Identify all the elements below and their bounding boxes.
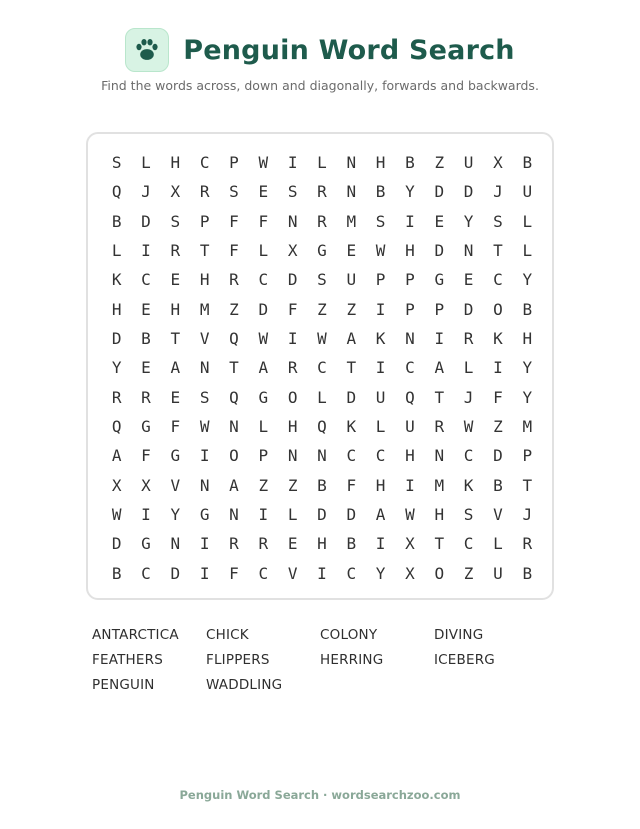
grid-cell[interactable]: P [405,270,415,290]
grid-cell[interactable]: D [111,534,122,554]
grid-cell[interactable]: W [405,505,415,525]
word-list-item: PENGUIN [92,677,155,693]
grid-cell[interactable]: Z [434,153,445,173]
grid-cell[interactable]: V [287,563,298,583]
grid-cell[interactable]: L [258,241,269,261]
grid-cell[interactable]: Y [522,358,533,378]
word-list-item: FEATHERS [92,652,163,668]
grid-cell[interactable]: D [170,563,181,583]
grid-cell[interactable]: Q [317,417,327,437]
grid-cell[interactable]: I [493,358,503,378]
grid-cell[interactable]: M [199,299,210,319]
grid-cell[interactable]: I [317,563,327,583]
grid-cell[interactable]: Z [346,299,357,319]
grid-cell[interactable]: M [346,211,357,231]
grid-cell[interactable]: Q [111,417,122,437]
grid-cell[interactable]: L [141,153,151,173]
grid-cell[interactable]: W [317,329,327,349]
grid-cell[interactable]: B [522,563,533,583]
word-list-item: DIVING [434,627,484,643]
grid-cell[interactable]: P [375,270,386,290]
grid-cell[interactable]: C [258,270,269,290]
grid-cell[interactable]: L [258,417,269,437]
grid-cell[interactable]: W [258,153,269,173]
grid-cell[interactable]: D [317,505,327,525]
word-list-item: HERRING [320,652,384,668]
grid-cell[interactable]: I [141,241,151,261]
grid-cell[interactable]: P [522,446,533,466]
grid-cell[interactable]: B [522,153,533,173]
grid-cell[interactable]: X [405,563,415,583]
grid-cell[interactable]: F [141,446,151,466]
grid-cell[interactable]: U [375,387,386,407]
grid-cell[interactable]: H [170,299,181,319]
grid-cell[interactable]: I [287,153,298,173]
grid-cell[interactable]: E [287,534,298,554]
grid-cell[interactable]: W [463,417,474,437]
grid-cell[interactable]: J [141,182,151,202]
grid-cell[interactable]: X [170,182,181,202]
grid-cell[interactable]: V [199,329,210,349]
grid-cell[interactable]: H [375,153,386,173]
grid-cell[interactable]: F [258,211,269,231]
grid-cell[interactable]: Y [170,505,181,525]
grid-cell[interactable]: J [493,182,503,202]
grid-cell[interactable]: N [405,329,415,349]
grid-cell[interactable]: G [141,534,151,554]
grid-cell[interactable]: P [199,211,210,231]
grid-cell[interactable]: Y [375,563,386,583]
grid-cell[interactable]: C [346,563,357,583]
grid-cell[interactable]: X [141,475,151,495]
grid-cell[interactable]: R [199,182,210,202]
grid-cell[interactable]: I [141,505,151,525]
grid-cell[interactable]: L [111,241,122,261]
grid-cell[interactable]: H [405,241,415,261]
grid-cell[interactable]: N [170,534,181,554]
grid-cell[interactable]: B [375,182,386,202]
grid-cell[interactable]: Z [463,563,474,583]
grid-cell[interactable]: P [229,153,239,173]
grid-cell[interactable]: I [434,329,445,349]
grid-cell[interactable]: Y [405,182,415,202]
grid-cell[interactable]: F [229,211,239,231]
grid-cell[interactable]: U [346,270,357,290]
grid-cell[interactable]: I [375,358,386,378]
grid-cell[interactable]: R [229,534,239,554]
grid-cell[interactable]: R [258,534,269,554]
grid-cell[interactable]: T [170,329,181,349]
grid-cell[interactable]: P [405,299,415,319]
grid-cell[interactable]: I [405,475,415,495]
word-list-item: COLONY [320,627,378,643]
grid-cell[interactable]: S [170,211,181,231]
grid-cell[interactable]: X [405,534,415,554]
grid-cell[interactable]: H [170,153,181,173]
grid-cell[interactable]: K [346,417,357,437]
grid-cell[interactable]: R [463,329,474,349]
instructions: Find the words across, down and diagonally, forwards and backwards. [101,78,539,93]
grid-cell[interactable]: T [346,358,357,378]
grid-cell[interactable]: L [463,358,474,378]
grid-cell[interactable]: W [199,417,210,437]
grid-cell[interactable]: L [317,153,327,173]
grid-cell[interactable]: C [405,358,415,378]
grid-cell[interactable]: U [463,153,474,173]
grid-cell[interactable]: Y [522,387,533,407]
grid-cell[interactable]: B [111,563,122,583]
grid-cell[interactable]: C [493,270,503,290]
grid-cell[interactable]: I [287,329,298,349]
grid-cell[interactable]: A [346,329,357,349]
grid-cell[interactable]: E [463,270,474,290]
grid-cell[interactable]: F [229,241,239,261]
grid-cell[interactable]: B [317,475,327,495]
grid-cell[interactable]: S [229,182,239,202]
grid-cell[interactable]: U [493,563,503,583]
grid-cell[interactable]: L [522,211,533,231]
grid-cell[interactable]: D [287,270,298,290]
grid-cell[interactable]: I [199,534,210,554]
grid-cell[interactable]: C [463,446,474,466]
word-list-item: ANTARCTICA [92,627,179,643]
grid-cell[interactable]: A [111,446,122,466]
grid-cell[interactable]: A [258,358,269,378]
grid-cell[interactable]: E [346,241,357,261]
grid-cell[interactable]: P [434,299,445,319]
grid-cell[interactable]: Q [405,387,415,407]
grid-cell[interactable]: K [463,475,474,495]
grid-cell[interactable]: C [463,534,474,554]
grid-cell[interactable]: N [229,505,239,525]
grid-cell[interactable]: B [493,475,503,495]
grid-cell[interactable]: D [493,446,503,466]
word-list [92,626,552,694]
grid-cell[interactable]: S [375,211,386,231]
grid-cell[interactable]: R [287,358,298,378]
grid-cell[interactable]: X [287,241,298,261]
grid-cell[interactable]: R [170,241,181,261]
grid-cell[interactable]: A [434,358,445,378]
grid-cell[interactable]: C [375,446,386,466]
grid-cell[interactable]: O [229,446,239,466]
page-title: Penguin Word Search [183,34,515,66]
grid-cell[interactable]: E [258,182,269,202]
grid-cell[interactable]: G [317,241,327,261]
grid-cell[interactable]: D [346,505,357,525]
word-list-item: WADDLING [206,677,283,693]
grid-cell[interactable]: H [111,299,122,319]
grid-cell[interactable]: I [375,299,386,319]
grid-cell[interactable]: Y [522,270,533,290]
grid-cell[interactable]: C [317,358,327,378]
grid-cell[interactable]: N [346,153,357,173]
grid-cell[interactable]: G [434,270,445,290]
grid-cell[interactable]: R [229,270,239,290]
grid-cell[interactable]: S [317,270,327,290]
grid-cell[interactable]: T [229,358,239,378]
grid-cell[interactable]: B [111,211,122,231]
grid-cell[interactable]: E [141,358,151,378]
grid-cell[interactable]: E [170,387,181,407]
grid-cell[interactable]: Z [258,475,269,495]
grid-cell[interactable]: G [199,505,210,525]
word-list-item: CHICK [206,627,249,643]
grid-cell[interactable]: R [111,387,122,407]
grid-cell[interactable]: T [199,241,210,261]
grid-cell[interactable]: N [199,358,210,378]
grid-cell[interactable]: N [346,182,357,202]
grid-cell[interactable]: S [199,387,210,407]
grid-cell[interactable]: A [170,358,181,378]
grid-cell[interactable]: H [317,534,327,554]
grid-cell[interactable]: W [111,505,122,525]
grid-cell[interactable]: D [258,299,269,319]
grid-cell[interactable]: K [493,329,503,349]
grid-cell[interactable]: J [522,505,533,525]
grid-cell[interactable]: F [493,387,503,407]
grid-cell[interactable]: L [287,505,298,525]
letter-grid [102,148,542,588]
grid-cell[interactable]: W [375,241,386,261]
grid-cell[interactable]: I [199,446,210,466]
grid-cell[interactable]: V [493,505,503,525]
grid-cell[interactable]: Q [111,182,122,202]
grid-cell[interactable]: X [111,475,122,495]
grid-cell[interactable]: X [493,153,503,173]
grid-cell[interactable]: N [434,446,445,466]
grid-cell[interactable]: T [522,475,533,495]
grid-cell[interactable]: I [375,534,386,554]
grid-cell[interactable]: M [434,475,445,495]
grid-cell[interactable]: R [141,387,151,407]
grid-cell[interactable]: G [170,446,181,466]
grid-cell[interactable]: D [434,182,445,202]
grid-cell[interactable]: V [170,475,181,495]
grid-cell[interactable]: B [141,329,151,349]
grid-cell[interactable]: I [199,563,210,583]
grid-cell[interactable]: Q [229,387,239,407]
grid-cell[interactable]: R [434,417,445,437]
grid-cell[interactable]: F [229,563,239,583]
grid-cell[interactable]: C [141,563,151,583]
grid-cell[interactable]: I [258,505,269,525]
grid-cell[interactable]: D [346,387,357,407]
grid-cell[interactable]: A [229,475,239,495]
grid-cell[interactable]: R [317,211,327,231]
grid-cell[interactable]: N [463,241,474,261]
footer: Penguin Word Search · wordsearchzoo.com [179,788,461,802]
grid-cell[interactable]: H [405,446,415,466]
grid-cell[interactable]: Q [229,329,239,349]
grid-cell[interactable]: B [522,299,533,319]
grid-cell[interactable]: H [375,475,386,495]
grid-cell[interactable]: C [258,563,269,583]
grid-cell[interactable]: D [463,299,474,319]
grid-cell[interactable]: A [375,505,386,525]
grid-cell[interactable]: C [346,446,357,466]
grid-cell[interactable]: N [229,417,239,437]
grid-cell[interactable]: U [405,417,415,437]
grid-cell[interactable]: L [375,417,386,437]
grid-cell[interactable]: D [111,329,122,349]
grid-cell[interactable]: G [258,387,269,407]
grid-cell[interactable]: H [199,270,210,290]
grid-cell[interactable]: D [434,241,445,261]
grid-cell[interactable]: S [463,505,474,525]
grid-cell[interactable]: C [199,153,210,173]
grid-cell[interactable]: Z [317,299,327,319]
header [0,28,640,72]
grid-cell[interactable]: E [141,299,151,319]
grid-cell[interactable]: F [287,299,298,319]
grid-cell[interactable]: N [287,211,298,231]
grid-cell[interactable]: B [405,153,415,173]
grid-cell[interactable]: M [522,417,533,437]
grid-cell[interactable]: H [434,505,445,525]
grid-cell[interactable]: T [434,387,445,407]
grid-cell[interactable]: U [522,182,533,202]
grid-cell[interactable]: K [375,329,386,349]
grid-cell[interactable]: I [405,211,415,231]
grid-cell[interactable]: T [493,241,503,261]
grid-cell[interactable]: R [522,534,533,554]
grid-cell[interactable]: S [493,211,503,231]
grid-cell[interactable]: Z [493,417,503,437]
grid-cell[interactable]: T [434,534,445,554]
grid-cell[interactable]: Y [111,358,122,378]
grid-cell[interactable]: S [287,182,298,202]
paw-icon [134,38,160,62]
grid-cell[interactable]: E [434,211,445,231]
grid-cell[interactable]: B [346,534,357,554]
grid-cell[interactable]: J [463,387,474,407]
grid-cell[interactable]: F [170,417,181,437]
grid-cell[interactable]: N [199,475,210,495]
grid-cell[interactable]: Z [287,475,298,495]
grid-cell[interactable]: S [111,153,122,173]
grid-cell[interactable]: Y [463,211,474,231]
word-list-item: FLIPPERS [206,652,270,668]
grid-cell[interactable]: N [317,446,327,466]
grid-cell[interactable]: N [287,446,298,466]
grid-cell[interactable]: D [141,211,151,231]
grid-cell[interactable]: W [258,329,269,349]
puzzle-grid-box [86,132,554,600]
grid-cell[interactable]: C [141,270,151,290]
word-list-item: ICEBERG [434,652,495,668]
grid-cell[interactable]: O [493,299,503,319]
grid-cell[interactable]: D [463,182,474,202]
grid-cell[interactable]: H [522,329,533,349]
grid-cell[interactable]: H [287,417,298,437]
grid-cell[interactable]: Z [229,299,239,319]
grid-cell[interactable]: L [317,387,327,407]
grid-cell[interactable]: R [317,182,327,202]
grid-cell[interactable]: G [141,417,151,437]
grid-cell[interactable]: F [346,475,357,495]
grid-cell[interactable]: E [170,270,181,290]
grid-cell[interactable]: O [287,387,298,407]
grid-cell[interactable]: L [493,534,503,554]
grid-cell[interactable]: L [522,241,533,261]
logo [125,28,169,72]
grid-cell[interactable]: O [434,563,445,583]
grid-cell[interactable]: P [258,446,269,466]
grid-cell[interactable]: K [111,270,122,290]
